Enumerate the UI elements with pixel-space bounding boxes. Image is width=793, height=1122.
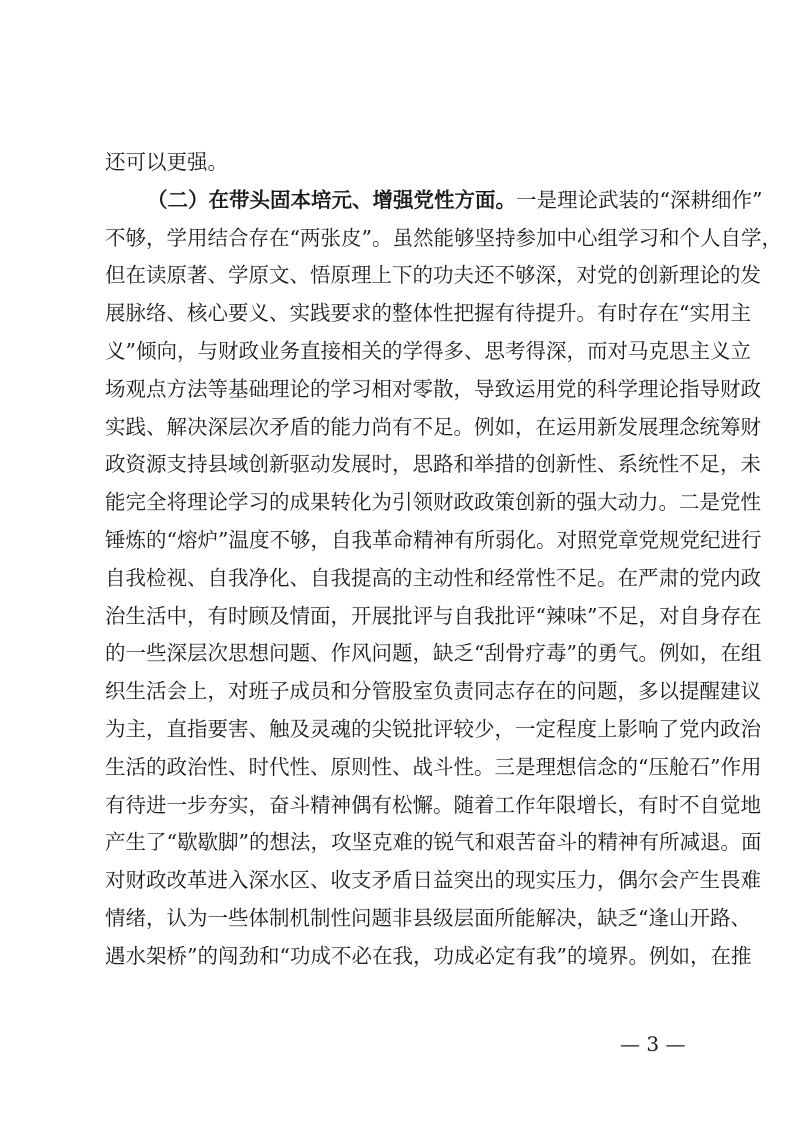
text-line: 自我检视、自我净化、自我提高的主动性和经常性不足。在严肃的党内政: [105, 565, 761, 590]
text-line: 展脉络、核心要义、实践要求的整体性把握有待提升。有时存在“实用主: [105, 301, 751, 326]
text-line: 生活的政治性、时代性、原则性、战斗性。三是理想信念的“压舱石”作用: [105, 754, 762, 779]
text-line: 政资源支持县域创新驱动发展时，思路和举措的创新性、系统性不足，未: [105, 452, 761, 477]
text-line: 有待进一步夯实，奋斗精神偶有松懈。随着工作年限增长，有时不自觉地: [105, 792, 761, 817]
text-line: 能完全将理论学习的成果转化为引领财政政策创新的强大动力。二是党性: [105, 490, 761, 515]
text-line: 但在读原著、学原文、悟原理上下的功夫还不够深，对党的创新理论的发: [105, 263, 761, 288]
text-line-segment: 一是理论武装的“深耕细作”: [516, 187, 763, 212]
text-line: 遇水架桥”的闯劲和“功成不必在我，功成必定有我”的境界。例如，在推: [105, 943, 752, 968]
document-body: [105, 144, 782, 976]
text-line: 产生了“歇歇脚”的想法，攻坚克难的锐气和艰苦奋斗的精神有所减退。面: [105, 830, 762, 855]
text-line: 为主，直指要害、触及灵魂的尖锐批评较少，一定程度上影响了党内政治: [105, 716, 761, 741]
text-line: 场观点方法等基础理论的学习相对零散，导致运用党的科学理论指导财政: [105, 376, 761, 401]
text-line: 的一些深层次思想问题、作风问题，缺乏“刮骨疗毒”的勇气。例如，在组: [105, 641, 762, 666]
text-line: 织生活会上，对班子成员和分管股室负责同志存在的问题，多以提醒建议: [105, 679, 761, 704]
text-line: 还可以更强。: [105, 150, 228, 174]
page-number: — 3 —: [620, 1032, 686, 1056]
text-line: 对财政改革进入深水区、收支矛盾日益突出的现实压力，偶尔会产生畏难: [105, 868, 761, 893]
section-heading: （二）在带头固本培元、增强党性方面。: [147, 187, 516, 212]
section-heading-line: [105, 182, 763, 220]
text-line: 不够，学用结合存在“两张皮”。虽然能够坚持参加中心组学习和个人自学，: [105, 225, 782, 250]
text-line: 锤炼的“熔炉”温度不够，自我革命精神有所弱化。对照党章党规党纪进行: [105, 527, 762, 552]
text-line: 治生活中，有时顾及情面，开展批评与自我批评“辣味”不足，对自身存在: [105, 603, 762, 628]
text-line: 情绪，认为一些体制机制性问题非县级层面所能解决，缺乏“逢山开路、: [105, 905, 751, 930]
text-line: 义”倾向，与财政业务直接相关的学得多、思考得深，而对马克思主义立: [105, 338, 751, 363]
text-line: 实践、解决深层次矛盾的能力尚有不足。例如，在运用新发展理念统筹财: [105, 414, 761, 439]
